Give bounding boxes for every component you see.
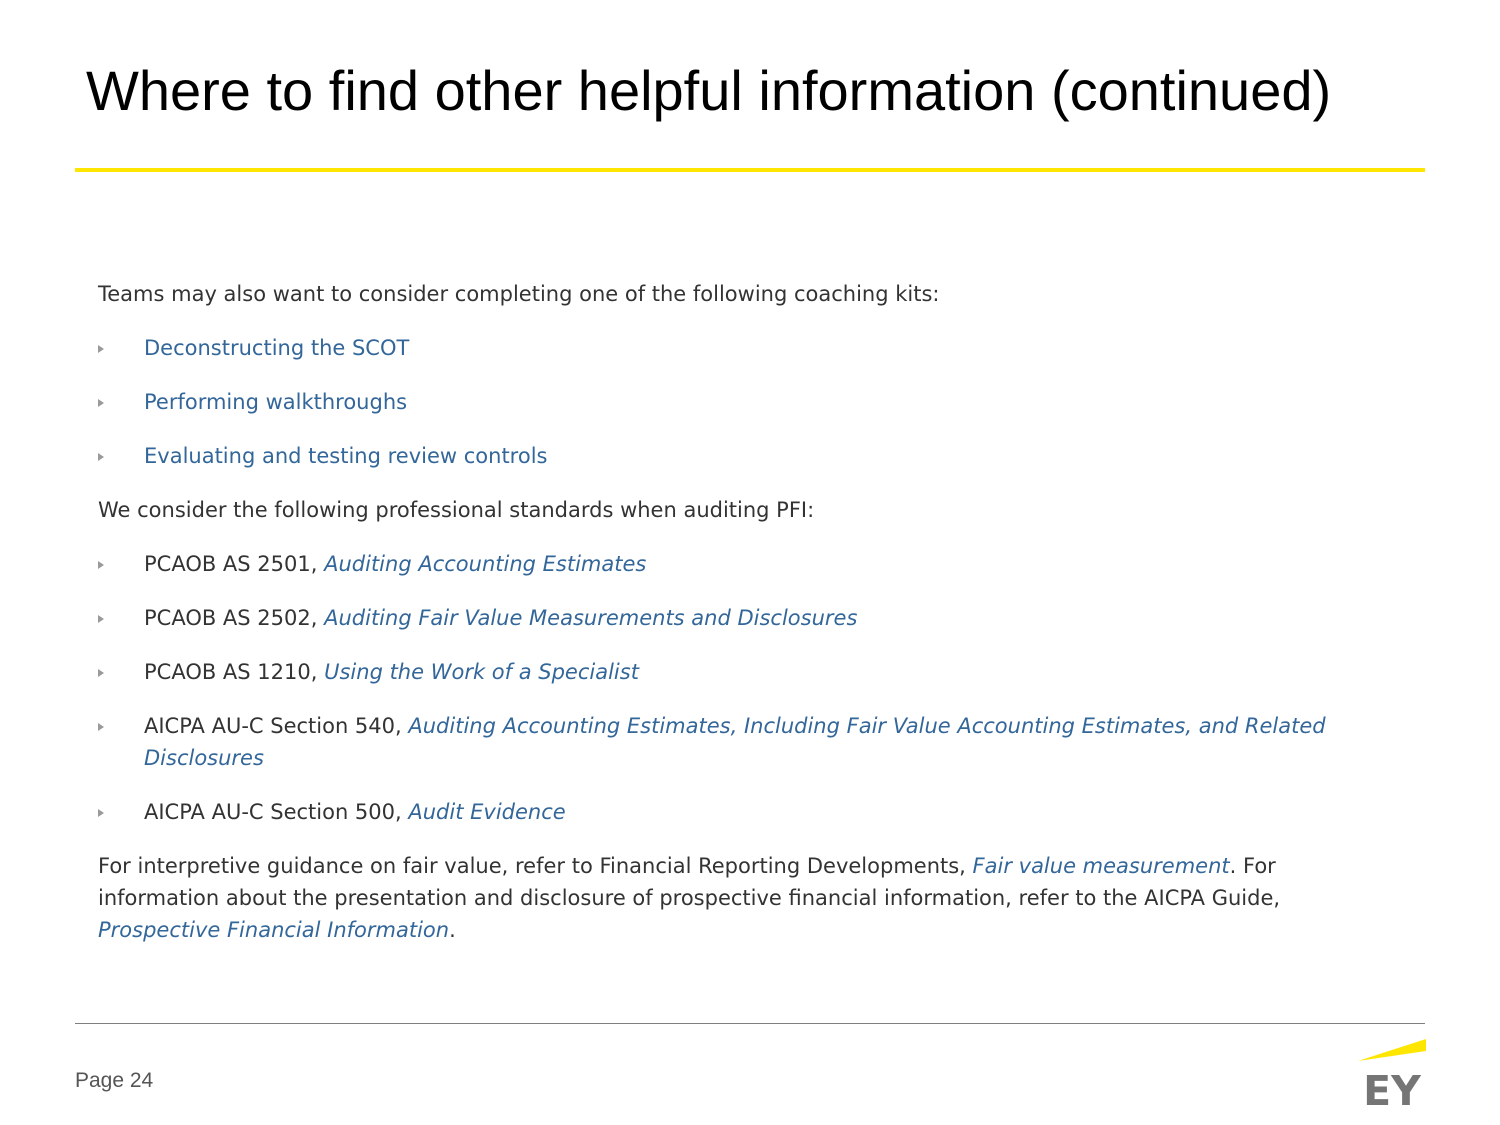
slide-title: Where to find other helpful information (continued)	[86, 59, 1332, 122]
list-item	[98, 602, 1398, 634]
closing-text: .	[449, 918, 456, 942]
triangle-bullet-icon	[98, 345, 104, 353]
triangle-bullet-icon	[98, 453, 104, 461]
triangle-bullet-icon	[98, 669, 104, 677]
standard-prefix: AICPA AU-C Section 500,	[144, 800, 409, 824]
standard-prefix: PCAOB AS 2502,	[144, 606, 325, 630]
standard-link[interactable]: Using the Work of a Specialist	[324, 660, 639, 684]
standard-link[interactable]: Auditing Accounting Estimates, Including Fair Value Accounting Estimates, and Related Disclosures	[144, 714, 1326, 770]
ey-logo-icon	[1358, 1037, 1426, 1107]
list-item	[98, 386, 1398, 418]
list-item	[98, 796, 1398, 828]
triangle-bullet-icon	[98, 399, 104, 407]
triangle-bullet-icon	[98, 615, 104, 623]
title-underline	[75, 168, 1425, 172]
page-number: Page 24	[75, 1069, 154, 1092]
standards-intro: We consider the following professional standards when auditing PFI:	[98, 498, 815, 522]
list-item	[98, 656, 1398, 688]
logo-lettering: EY	[1363, 1067, 1421, 1107]
triangle-bullet-icon	[98, 561, 104, 569]
standard-prefix: PCAOB AS 2501,	[144, 552, 325, 576]
footer-divider	[75, 1023, 1425, 1024]
closing-paragraph	[98, 850, 1398, 946]
list-item	[98, 332, 1398, 364]
standards-list	[98, 548, 1398, 828]
standard-link[interactable]: Auditing Accounting Estimates	[324, 552, 647, 576]
logo-yellow-beam	[1358, 1039, 1426, 1061]
slide-body	[98, 278, 1398, 968]
standard-link[interactable]: Auditing Fair Value Measurements and Disclosures	[324, 606, 858, 630]
standard-link[interactable]: Audit Evidence	[408, 800, 566, 824]
standard-prefix: AICPA AU-C Section 540,	[144, 714, 409, 738]
coaching-kit-list	[98, 332, 1398, 472]
coaching-kit-link[interactable]: Evaluating and testing review controls	[144, 444, 548, 468]
list-item	[98, 548, 1398, 580]
triangle-bullet-icon	[98, 809, 104, 817]
pfi-guide-link[interactable]: Prospective Financial Information	[98, 918, 450, 942]
coaching-kit-link[interactable]: Performing walkthroughs	[144, 390, 408, 414]
coaching-intro: Teams may also want to consider completing one of the following coaching kits:	[98, 282, 940, 306]
standard-prefix: PCAOB AS 1210,	[144, 660, 325, 684]
coaching-kit-link[interactable]: Deconstructing the SCOT	[144, 336, 410, 360]
list-item	[98, 440, 1398, 472]
triangle-bullet-icon	[98, 723, 104, 731]
list-item	[98, 710, 1398, 774]
closing-text: For interpretive guidance on fair value, refer to Financial Reporting Developments,	[98, 854, 973, 878]
closing-text: . For information about the presentation and disclosure of prospective financial information, refer to the AICPA Guide,	[98, 854, 1281, 910]
fair-value-link[interactable]: Fair value measurement	[972, 854, 1230, 878]
